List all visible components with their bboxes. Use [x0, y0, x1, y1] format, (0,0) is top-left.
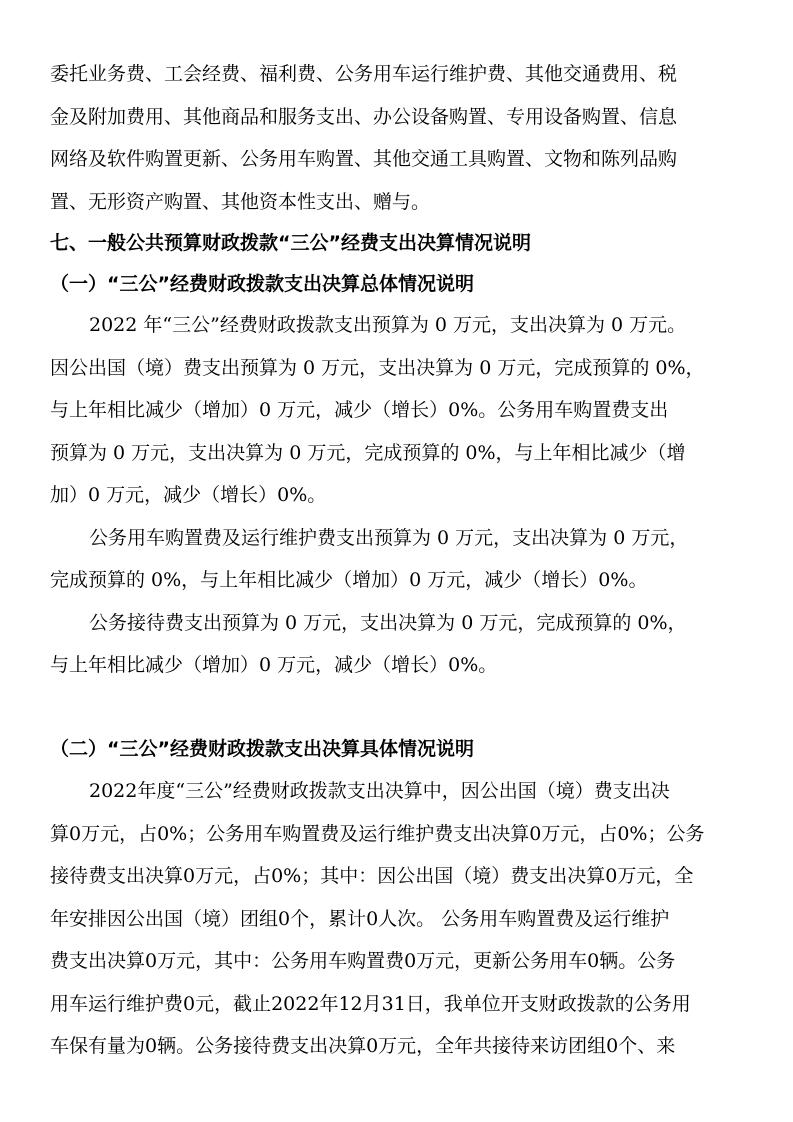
- text-line: 置、无形资产购置、其他资本性支出、赠与。: [50, 191, 431, 213]
- text-line: 加）0 万元，减少（增长）0%。: [50, 484, 327, 506]
- subsection-two-heading: （二）“三公”经费财政拨款支出决算具体情况说明: [50, 738, 474, 760]
- text-line: 2022 年“三公”经费财政拨款支出预算为 0 万元，支出决算为 0 万元。: [89, 314, 687, 336]
- text-line: 年安排因公出国（境）团组0个，累计0人次。 公务用车购置费及运行维护: [50, 908, 670, 930]
- text-line: 金及附加费用、其他商品和服务支出、办公设备购置、专用设备购置、信息: [50, 106, 678, 128]
- text-line: 2022年度“三公”经费财政拨款支出决算中，因公出国（境）费支出决: [89, 780, 670, 802]
- text-line: 费支出决算0万元，其中：公务用车购置费0万元，更新公务用车0辆。公务: [50, 950, 676, 972]
- text-line: 车保有量为0辆。公务接待费支出决算0万元，全年共接待来访团组0个、来: [50, 1035, 676, 1057]
- text-line: 公务用车购置费及运行维护费支出预算为 0 万元，支出决算为 0 万元，: [89, 527, 689, 549]
- text-line: 预算为 0 万元，支出决算为 0 万元，完成预算的 0%，与上年相比减少（增: [50, 442, 686, 464]
- text-line: 与上年相比减少（增加）0 万元，减少（增长）0%。公务用车购置费支出: [50, 399, 669, 421]
- subsection-one-heading: （一）“三公”经费财政拨款支出决算总体情况说明: [50, 273, 474, 295]
- text-line: 与上年相比减少（增加）0 万元，减少（增长）0%。: [50, 654, 498, 676]
- text-line: 因公出国（境）费支出预算为 0 万元，支出决算为 0 万元，完成预算的 0%，: [50, 357, 705, 379]
- text-line: 公务接待费支出预算为 0 万元，支出决算为 0 万元，完成预算的 0%，: [89, 612, 687, 634]
- text-line: 用车运行维护费0元，截止2022年12月31日，我单位开支财政拨款的公务用: [50, 993, 691, 1015]
- text-line: 完成预算的 0%，与上年相比减少（增加）0 万元，减少（增长）0%。: [50, 569, 648, 591]
- text-line: 接待费支出决算0万元，占0%；其中：因公出国（境）费支出决算0万元，全: [50, 865, 694, 887]
- text-line: 网络及软件购置更新、公务用车购置、其他交通工具购置、文物和陈列品购: [50, 148, 678, 170]
- text-line: 委托业务费、工会经费、福利费、公务用车运行维护费、其他交通费用、税: [50, 63, 678, 85]
- text-line: 算0万元，占0%；公务用车购置费及运行维护费支出决算0万元，占0%；公务: [50, 823, 705, 845]
- section-seven-heading: 七、一般公共预算财政拨款“三公”经费支出决算情况说明: [50, 232, 531, 254]
